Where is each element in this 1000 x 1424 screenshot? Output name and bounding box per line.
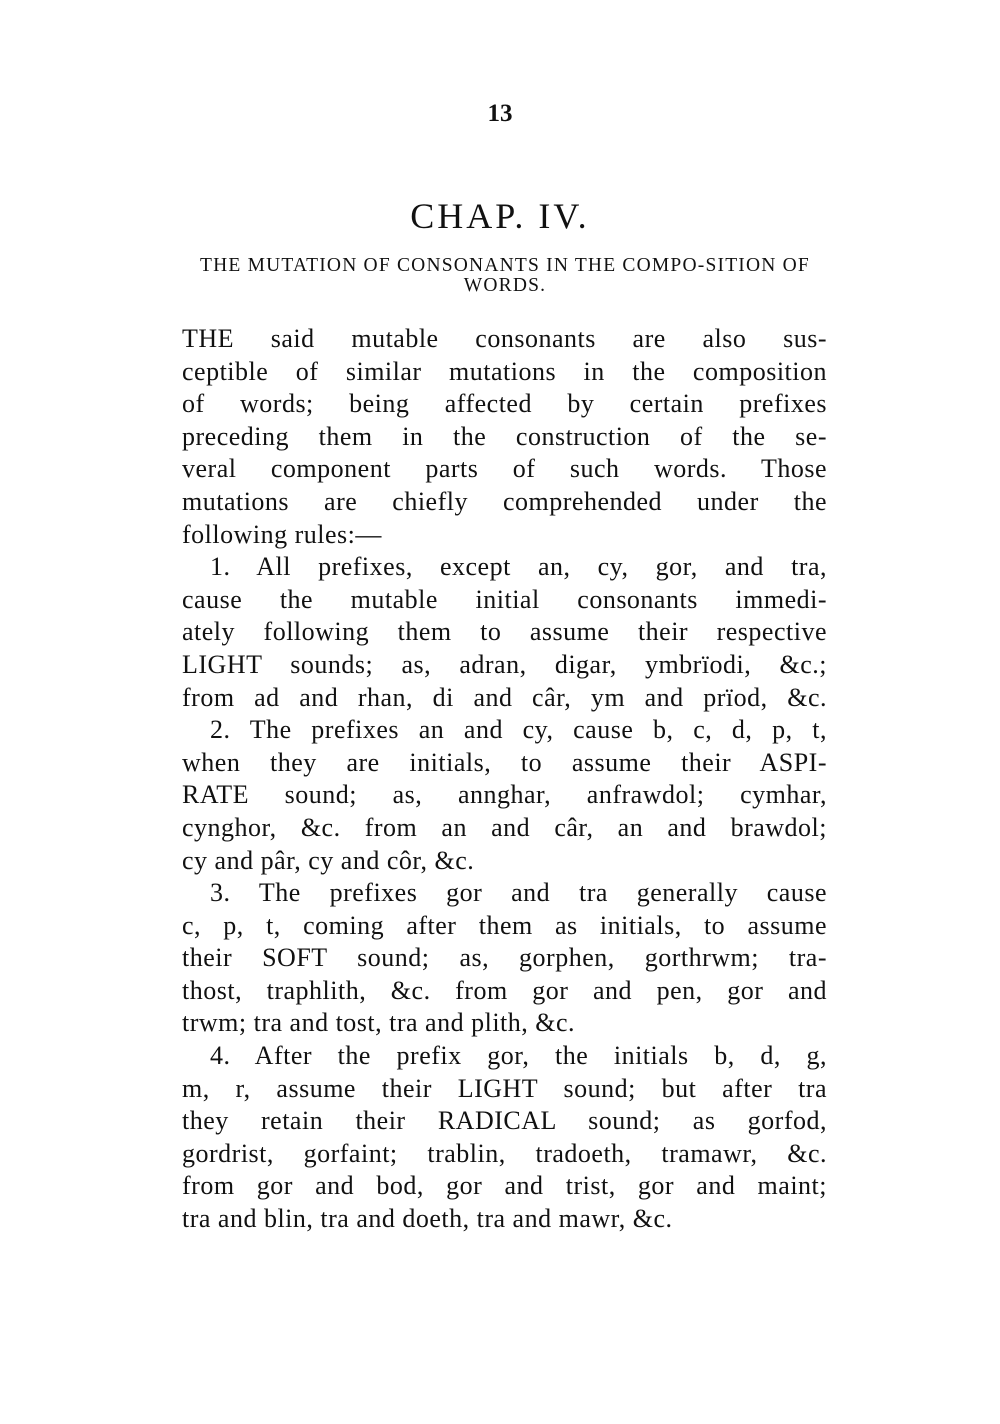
text-line: of words; being affected by certain prefixes	[182, 389, 827, 419]
text-line: their SOFT sound; as, gorphen, gorthrwm; tra-	[182, 943, 827, 973]
rule-4-start: 4. After the prefix gor, the initials b, d, g,	[210, 1041, 827, 1071]
text-line: cy and pâr, cy and côr, &c.	[182, 845, 475, 875]
text-line: veral component parts of such words. Those	[182, 454, 827, 484]
body-text	[182, 323, 827, 1236]
text-line: trwm; tra and tost, tra and plith, &c.	[182, 1008, 576, 1038]
text-line: from ad and rhan, di and câr, ym and prïod, &c.	[182, 682, 827, 712]
chapter-title: CHAP. IV.	[410, 196, 590, 236]
text-line: mutations are chiefly comprehended under the	[182, 486, 827, 516]
rule-3-start: 3. The prefixes gor and tra generally cause	[210, 878, 827, 908]
text-line: thost, traphlith, &c. from gor and pen, gor and	[182, 975, 827, 1005]
text-line: when they are initials, to assume their ASPI-	[182, 747, 827, 777]
text-line: following rules:—	[182, 519, 382, 549]
text-line: c, p, t, coming after them as initials, to assume	[182, 910, 827, 940]
text-line: preceding them in the construction of the se-	[182, 421, 827, 451]
text-line: ately following them to assume their respective	[182, 617, 827, 647]
rule-1-start: 1. All prefixes, except an, cy, gor, and tra,	[210, 552, 827, 582]
text-line: from gor and bod, gor and trist, gor and maint;	[182, 1171, 827, 1201]
text-line: they retain their RADICAL sound; as gorfod,	[182, 1106, 827, 1136]
text-line: RATE sound; as, annghar, anfrawdol; cymhar,	[182, 780, 827, 810]
text-line: m, r, assume their LIGHT sound; but after tra	[182, 1073, 827, 1103]
text-line: cause the mutable initial consonants immedi-	[182, 584, 827, 614]
chapter-subtitle: THE MUTATION OF CONSONANTS IN THE COMPO-SITION OF WORDS.	[200, 255, 810, 296]
text-line: gordrist, gorfaint; trablin, tradoeth, tramawr, &c.	[182, 1138, 827, 1168]
text-line: THE said mutable consonants are also sus-	[182, 324, 827, 353]
text-line: LIGHT sounds; as, adran, digar, ymbrïodi, &c.;	[182, 649, 827, 679]
page-number: 13	[487, 100, 513, 127]
text-line: cynghor, &c. from an and câr, an and brawdol;	[182, 812, 827, 842]
text-line: ceptible of similar mutations in the composition	[182, 356, 827, 386]
rule-2-start: 2. The prefixes an and cy, cause b, c, d, p, t,	[210, 715, 827, 745]
text-line: tra and blin, tra and doeth, tra and mawr, &c.	[182, 1204, 673, 1234]
